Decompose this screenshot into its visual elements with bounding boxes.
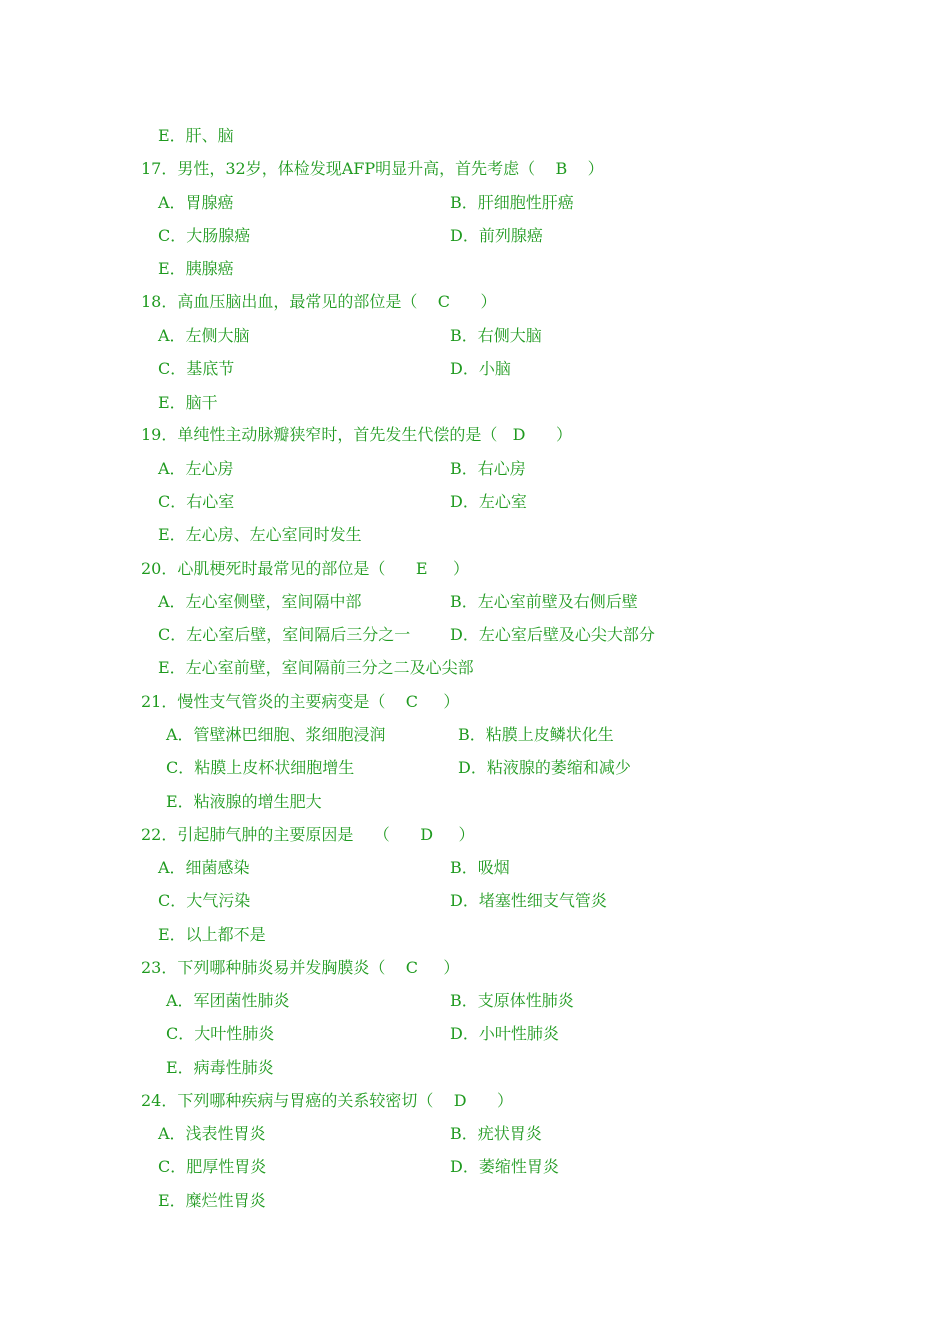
option-18-d: D．小脑: [450, 359, 511, 378]
question-17: 17．男性，32岁，体检发现AFP明显升高，首先考虑（ B ）: [141, 159, 604, 178]
question-23: 23．下列哪种肺炎易并发胸膜炎（ C ）: [141, 958, 460, 977]
option-24-c: C．肥厚性胃炎: [158, 1157, 267, 1176]
option-17-b: B．肝细胞性肝癌: [450, 193, 574, 212]
option-17-a: A．胃腺癌: [158, 193, 234, 212]
option-18-b: B．右侧大脑: [450, 326, 542, 345]
option-22-a: A．细菌感染: [158, 858, 250, 877]
option-24-b: B．疣状胃炎: [450, 1124, 542, 1143]
option-22-b: B．吸烟: [450, 858, 510, 877]
option-23-b: B．支原体性肺炎: [450, 991, 574, 1010]
option-23-d: D．小叶性肺炎: [450, 1024, 559, 1043]
option-18-e: E．脑干: [158, 393, 218, 412]
option-16-e: E．肝、脑: [158, 126, 234, 145]
option-21-b: B．粘膜上皮鳞状化生: [458, 725, 614, 744]
option-21-d: D．粘液腺的萎缩和减少: [458, 758, 631, 777]
option-19-a: A．左心房: [158, 459, 234, 478]
question-21: 21．慢性支气管炎的主要病变是（ C ）: [141, 692, 460, 711]
option-20-e: E．左心室前壁，室间隔前三分之二及心尖部: [158, 658, 474, 677]
option-18-c: C．基底节: [158, 359, 235, 378]
option-23-e: E．病毒性肺炎: [166, 1058, 274, 1077]
option-22-e: E．以上都不是: [158, 925, 266, 944]
option-21-a: A．管壁淋巴细胞、浆细胞浸润: [166, 725, 386, 744]
option-17-d: D．前列腺癌: [450, 226, 543, 245]
option-21-c: C．粘膜上皮杯状细胞增生: [166, 758, 355, 777]
question-20: 20．心肌梗死时最常见的部位是（ E ）: [141, 559, 469, 578]
option-20-d: D．左心室后壁及心尖大部分: [450, 625, 655, 644]
question-18: 18．高血压脑出血，最常见的部位是（ C ）: [141, 292, 497, 311]
option-18-a: A．左侧大脑: [158, 326, 250, 345]
option-21-e: E．粘液腺的增生肥大: [166, 792, 322, 811]
option-17-c: C．大肠腺癌: [158, 226, 251, 245]
option-23-c: C．大叶性肺炎: [166, 1024, 275, 1043]
question-22: 22．引起肺气肿的主要原因是 （ D ）: [141, 825, 475, 844]
option-22-c: C．大气污染: [158, 891, 251, 910]
option-24-a: A．浅表性胃炎: [158, 1124, 266, 1143]
question-19: 19．单纯性主动脉瓣狭窄时，首先发生代偿的是（ D ）: [141, 425, 572, 444]
option-20-b: B．左心室前壁及右侧后壁: [450, 592, 638, 611]
question-24: 24．下列哪种疾病与胃癌的关系较密切（ D ）: [141, 1091, 514, 1110]
option-19-e: E．左心房、左心室同时发生: [158, 525, 362, 544]
option-19-d: D．左心室: [450, 492, 527, 511]
option-23-a: A．军团菌性肺炎: [166, 991, 290, 1010]
option-20-a: A．左心室侧壁，室间隔中部: [158, 592, 362, 611]
option-24-d: D．萎缩性胃炎: [450, 1157, 559, 1176]
option-24-e: E．糜烂性胃炎: [158, 1191, 266, 1210]
option-19-b: B．右心房: [450, 459, 526, 478]
option-20-c: C．左心室后壁，室间隔后三分之一: [158, 625, 411, 644]
option-19-c: C．右心室: [158, 492, 235, 511]
option-17-e: E．胰腺癌: [158, 259, 234, 278]
option-22-d: D．堵塞性细支气管炎: [450, 891, 607, 910]
